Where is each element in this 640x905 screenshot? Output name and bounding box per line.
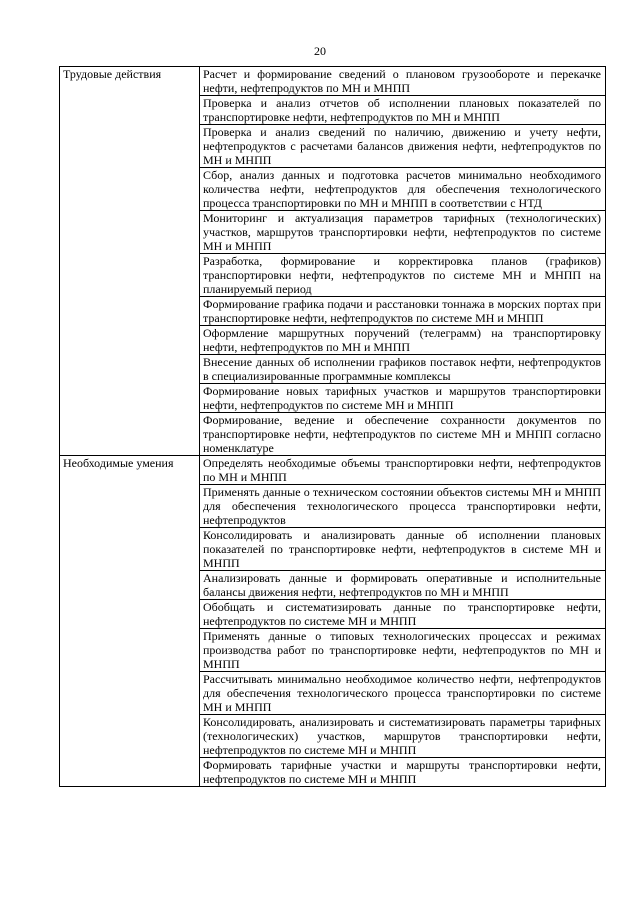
section-item: Сбор, анализ данных и подготовка расчетов минимально необходимого количества нефти, нефтепродуктов для обеспечения технологического процесса транспортировки по МН и МНПП в соответствии с НТД (200, 168, 606, 211)
section-item: Расчет и формирование сведений о плановом грузообороте и перекачке нефти, нефтепродуктов по МН и МНПП (200, 67, 606, 96)
table-row (60, 67, 606, 96)
page-number: 20 (314, 44, 326, 58)
section-item: Формирование, ведение и обеспечение сохранности документов по транспортировке нефти, нефтепродуктов по системе МН и МНПП согласно номенклатуре (200, 413, 606, 456)
section-item: Внесение данных об исполнении графиков поставок нефти, нефтепродуктов в специализированные программные комплексы (200, 355, 606, 384)
section-item: Определять необходимые объемы транспортировки нефти, нефтепродуктов по МН и МНПП (200, 456, 606, 485)
section-label: Необходимые умения (60, 456, 200, 787)
section-item: Оформление маршрутных поручений (телеграмм) на транспортировку нефти, нефтепродуктов по МН и МНПП (200, 326, 606, 355)
section-item: Проверка и анализ отчетов об исполнении плановых показателей по транспортировке нефти, нефтепродуктов по МН и МНПП (200, 96, 606, 125)
section-item: Разработка, формирование и корректировка планов (графиков) транспортировки нефти, нефтепродуктов по системе МН и МНПП на планируемый период (200, 254, 606, 297)
section-item: Формирование графика подачи и расстановки тоннажа в морских портах при транспортировке нефти, нефтепродуктов по системе МН и МНПП (200, 297, 606, 326)
section-item: Мониторинг и актуализация параметров тарифных (технологических) участков, маршрутов транспортировки нефти, нефтепродуктов по системе МН и МНПП (200, 211, 606, 254)
table-row (60, 456, 606, 485)
section-item: Консолидировать, анализировать и систематизировать параметры тарифных (технологических) участков, маршрутов транспортировки нефти, нефтепродуктов по системе МН и МНПП (200, 715, 606, 758)
section-item: Формировать тарифные участки и маршруты транспортировки нефти, нефтепродуктов по системе МН и МНПП (200, 758, 606, 787)
section-item: Рассчитывать минимально необходимое количество нефти, нефтепродуктов для обеспечения технологического процесса транспортировки по системе МН и МНПП (200, 672, 606, 715)
section-item: Консолидировать и анализировать данные об исполнении плановых показателей по транспортировке нефти, нефтепродуктов в системе МН и МНПП (200, 528, 606, 571)
section-item: Формирование новых тарифных участков и маршрутов транспортировки нефти, нефтепродуктов по системе МН и МНПП (200, 384, 606, 413)
section-item: Анализировать данные и формировать оперативные и исполнительные балансы движения нефти, нефтепродуктов по МН и МНПП (200, 571, 606, 600)
requirements-table (59, 66, 606, 787)
section-item: Обобщать и систематизировать данные по транспортировке нефти, нефтепродуктов по системе МН и МНПП (200, 600, 606, 629)
section-item: Проверка и анализ сведений по наличию, движению и учету нефти, нефтепродуктов с расчетами балансов движения нефти, нефтепродуктов по МН и МНПП (200, 125, 606, 168)
section-item: Применять данные о техническом состоянии объектов системы МН и МНПП для обеспечения технологического процесса транспортировки нефти, нефтепродуктов (200, 485, 606, 528)
section-item: Применять данные о типовых технологических процессах и режимах производства работ по транспортировке нефти, нефтепродуктов по МН и МНПП (200, 629, 606, 672)
section-label: Трудовые действия (60, 67, 200, 456)
